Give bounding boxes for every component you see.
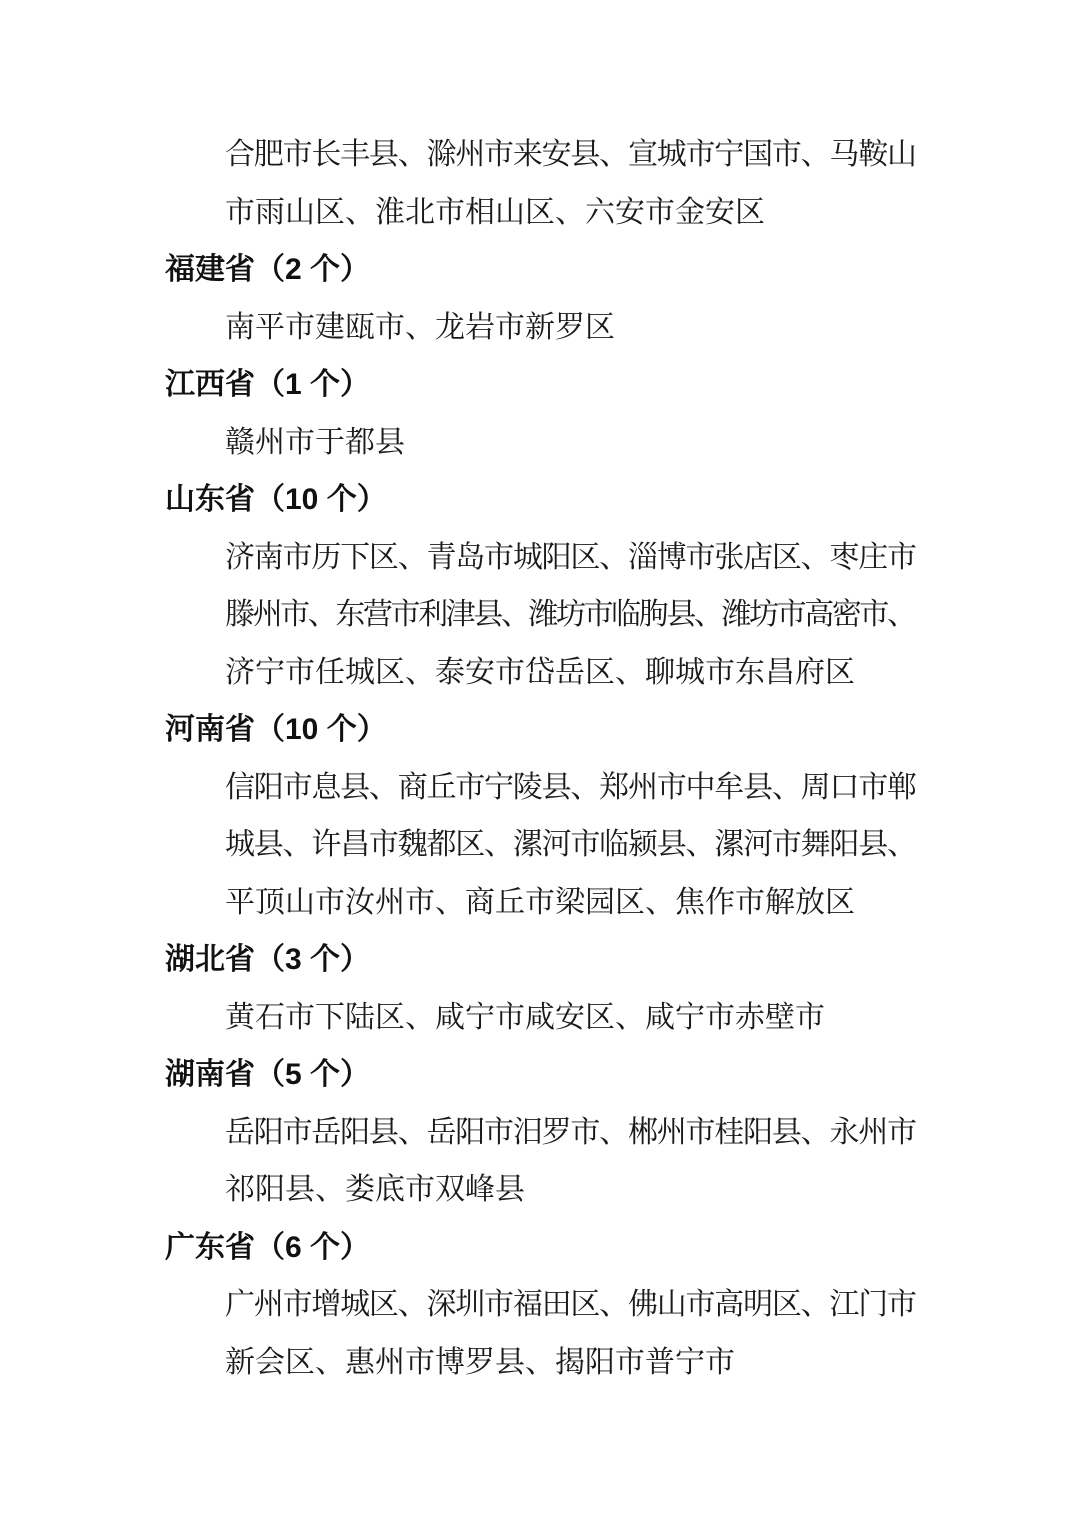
doc-line (225, 586, 917, 644)
province-list-fujian (225, 299, 917, 357)
doc-line-text: 新会区、惠州市博罗县、揭阳市普宁市 (225, 1345, 735, 1379)
doc-line (225, 644, 917, 702)
doc-line (225, 1276, 917, 1334)
province-list-hunan (225, 1104, 917, 1219)
province-list-hubei (225, 989, 917, 1047)
doc-line (225, 759, 917, 817)
doc-line-text: 赣州市于都县 (225, 425, 405, 459)
province-list-guangdong (225, 1276, 917, 1391)
doc-line-text: 岳阳市岳阳县、岳阳市汨罗市、郴州市桂阳县、永州市 (225, 1115, 916, 1149)
section-heading-hubei: 湖北省（3 个） (165, 943, 371, 976)
doc-line (225, 874, 917, 932)
doc-line-text: 南平市建瓯市、龙岩市新罗区 (225, 310, 615, 344)
province-list-jiangxi (225, 414, 917, 472)
doc-line (225, 529, 917, 587)
province-list-shandong (225, 529, 917, 702)
doc-line (225, 1334, 917, 1392)
province-list-henan (225, 759, 917, 932)
section-heading-henan: 河南省（10 个） (165, 713, 387, 746)
doc-line-text: 广州市增城区、深圳市福田区、佛山市高明区、江门市 (225, 1288, 916, 1321)
doc-line-text: 城县、许昌市魏都区、漯河市临颍县、漯河市舞阳县、 (225, 828, 916, 861)
document-content (165, 126, 918, 1391)
doc-line-text: 合肥市长丰县、滁州市来安县、宣城市宁国市、马鞍山 (225, 138, 916, 171)
doc-line (225, 1104, 917, 1162)
doc-line (225, 816, 917, 874)
section-heading-hunan: 湖南省（5 个） (165, 1058, 371, 1091)
doc-line-text: 平顶山市汝州市、商丘市梁园区、焦作市解放区 (225, 885, 855, 919)
doc-line-text: 滕州市、东营市利津县、潍坊市临朐县、潍坊市高密市、 (225, 598, 915, 631)
doc-line-text: 济宁市任城区、泰安市岱岳区、聊城市东昌府区 (225, 655, 855, 689)
section-heading-shandong: 山东省（10 个） (165, 483, 387, 516)
doc-line (225, 126, 917, 184)
section-heading-jiangxi: 江西省（1 个） (165, 368, 371, 401)
doc-line-text: 济南市历下区、青岛市城阳区、淄博市张店区、枣庄市 (225, 540, 916, 574)
section-heading-guangdong: 广东省（6 个） (165, 1230, 371, 1264)
doc-line-text: 祁阳县、娄底市双峰县 (225, 1173, 525, 1206)
doc-line-text: 市雨山区、淮北市相山区、六安市金安区 (225, 195, 765, 229)
doc-line (225, 299, 917, 357)
doc-line (225, 414, 917, 472)
doc-line-text: 信阳市息县、商丘市宁陵县、郑州市中牟县、周口市郸 (225, 770, 916, 804)
province-list-anhui-continued (225, 126, 917, 241)
doc-line-text: 黄石市下陆区、咸宁市咸安区、咸宁市赤壁市 (225, 1000, 825, 1034)
section-heading-fujian: 福建省（2 个） (165, 253, 371, 286)
doc-line (225, 184, 917, 242)
doc-line (225, 1161, 917, 1219)
doc-line (225, 989, 917, 1047)
